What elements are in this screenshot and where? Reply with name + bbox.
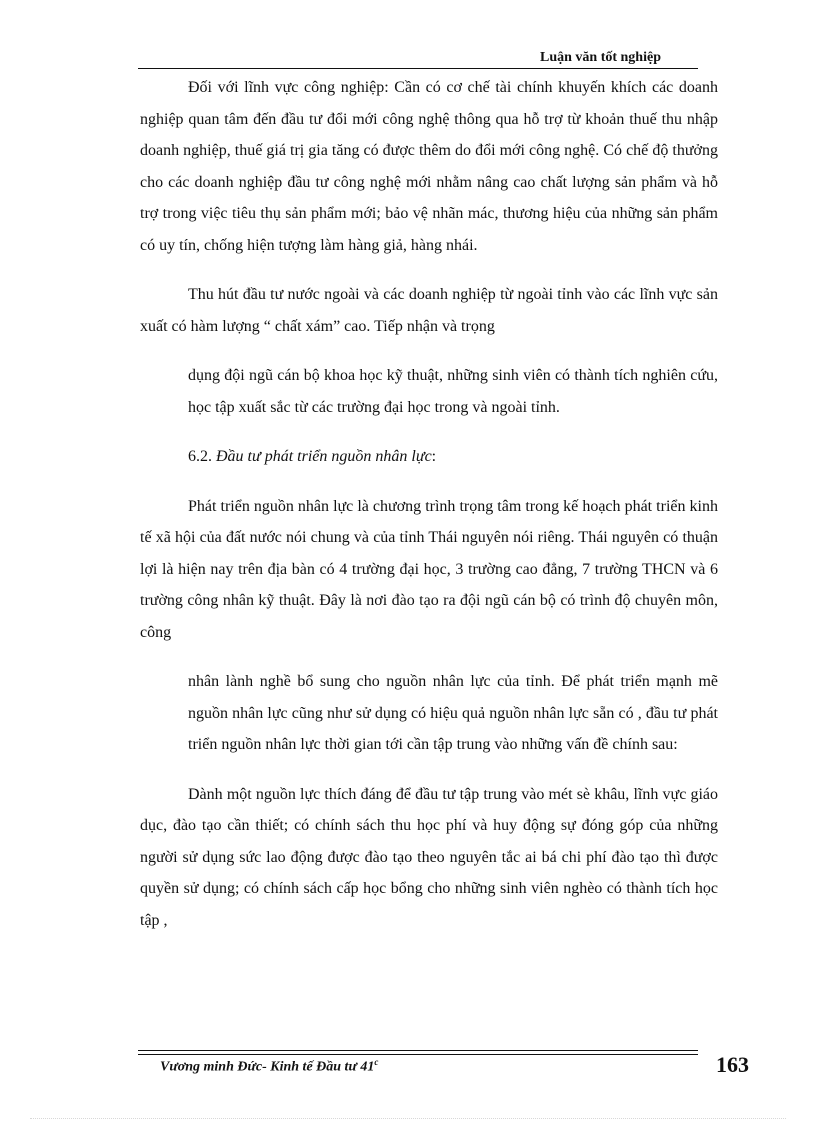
header-rule [138,68,698,69]
section-number: 6.2. [188,448,212,465]
footer-author-suffix: c [374,1057,379,1067]
paragraph-industry: Đối với lĩnh vực công nghiệp: Cần có cơ chế tài chính khuyến khích các doanh nghiệp quan tâm đến đầu tư đổi mới công nghệ thông qua hỗ trợ từ khoản thuế thu nhập doanh nghiệp, thuế giá trị gia tăng có được thêm do đổi mới công nghệ. Có chế độ thưởng cho các doanh nghiệp đầu tư công nghệ mới nhằm nâng cao chất lượng sản phẩm và hỗ trợ trong việc tiêu thụ sản phẩm mới; bảo vệ nhãn mác, thương hiệu của những sản phẩm có uy tín, chống hiện tượng làm hàng giả, hàng nhái. [140,79,718,254]
footer-author [160,1057,378,1076]
footer-rule-bottom [138,1054,698,1055]
paragraph-skilled-workers: nhân lành nghề bổ sung cho nguồn nhân lực của tỉnh. Để phát triển mạnh mẽ nguồn nhân lực cũng như sử dụng có hiệu quả nguồn nhân lực sẵn có , đầu tư phát triển nguồn nhân lực thời gian tới cần tập trung vào những vấn đề chính sau: [188,673,718,753]
page-body [140,72,718,936]
paragraph-resource-allocation: Dành một nguồn lực thích đáng để đầu tư tập trung vào mét sè khâu, lĩnh vực giáo dục, đào tạo cần thiết; có chính sách thu học phí và huy động sự đóng góp của những người sử dụng sức lao động được đào tạo theo nguyên tắc ai bá chi phí đào tạo thì được quyền sử dụng; có chính sách cấp học bổng cho những sinh viên nghèo có thành tích học tập , [140,785,718,929]
page-edge-dotted-rule [30,1118,786,1119]
section-heading-text: Đầu tư phát triển nguồn nhân lực [216,448,432,465]
footer-rule-top [138,1050,698,1051]
running-header: Luận văn tốt nghiệp [540,50,661,65]
footer-author-text: Vương minh Đức- Kinh tế Đầu tư 41 [160,1059,375,1075]
page-number: 163 [716,1052,749,1077]
paragraph-human-resources: Phát triển nguồn nhân lực là chương trình trọng tâm trong kế hoạch phát triển kinh tế xã hội của đất nước nói chung và của tỉnh Thái nguyên nói riêng. Thái nguyên có thuận lợi là hiện nay trên địa bàn có 4 trường đại học, 3 trường cao đẳng, 7 trường THCN và 6 trường công nhân kỹ thuật. Đây là nơi đào tạo ra đội ngũ cán bộ có trình độ chuyên môn, công [140,497,718,641]
paragraph-staff-recruitment: dụng đội ngũ cán bộ khoa học kỹ thuật, những sinh viên có thành tích nghiên cứu, học tập xuất sắc từ các trường đại học trong và ngoài tỉnh. [188,367,718,416]
section-heading-colon: : [431,448,437,465]
paragraph-foreign-investment: Thu hút đầu tư nước ngoài và các doanh nghiệp từ ngoài tỉnh vào các lĩnh vực sản xuất có hàm lượng “ chất xám” cao. Tiếp nhận và trọng [140,286,718,335]
section-heading [140,441,718,473]
